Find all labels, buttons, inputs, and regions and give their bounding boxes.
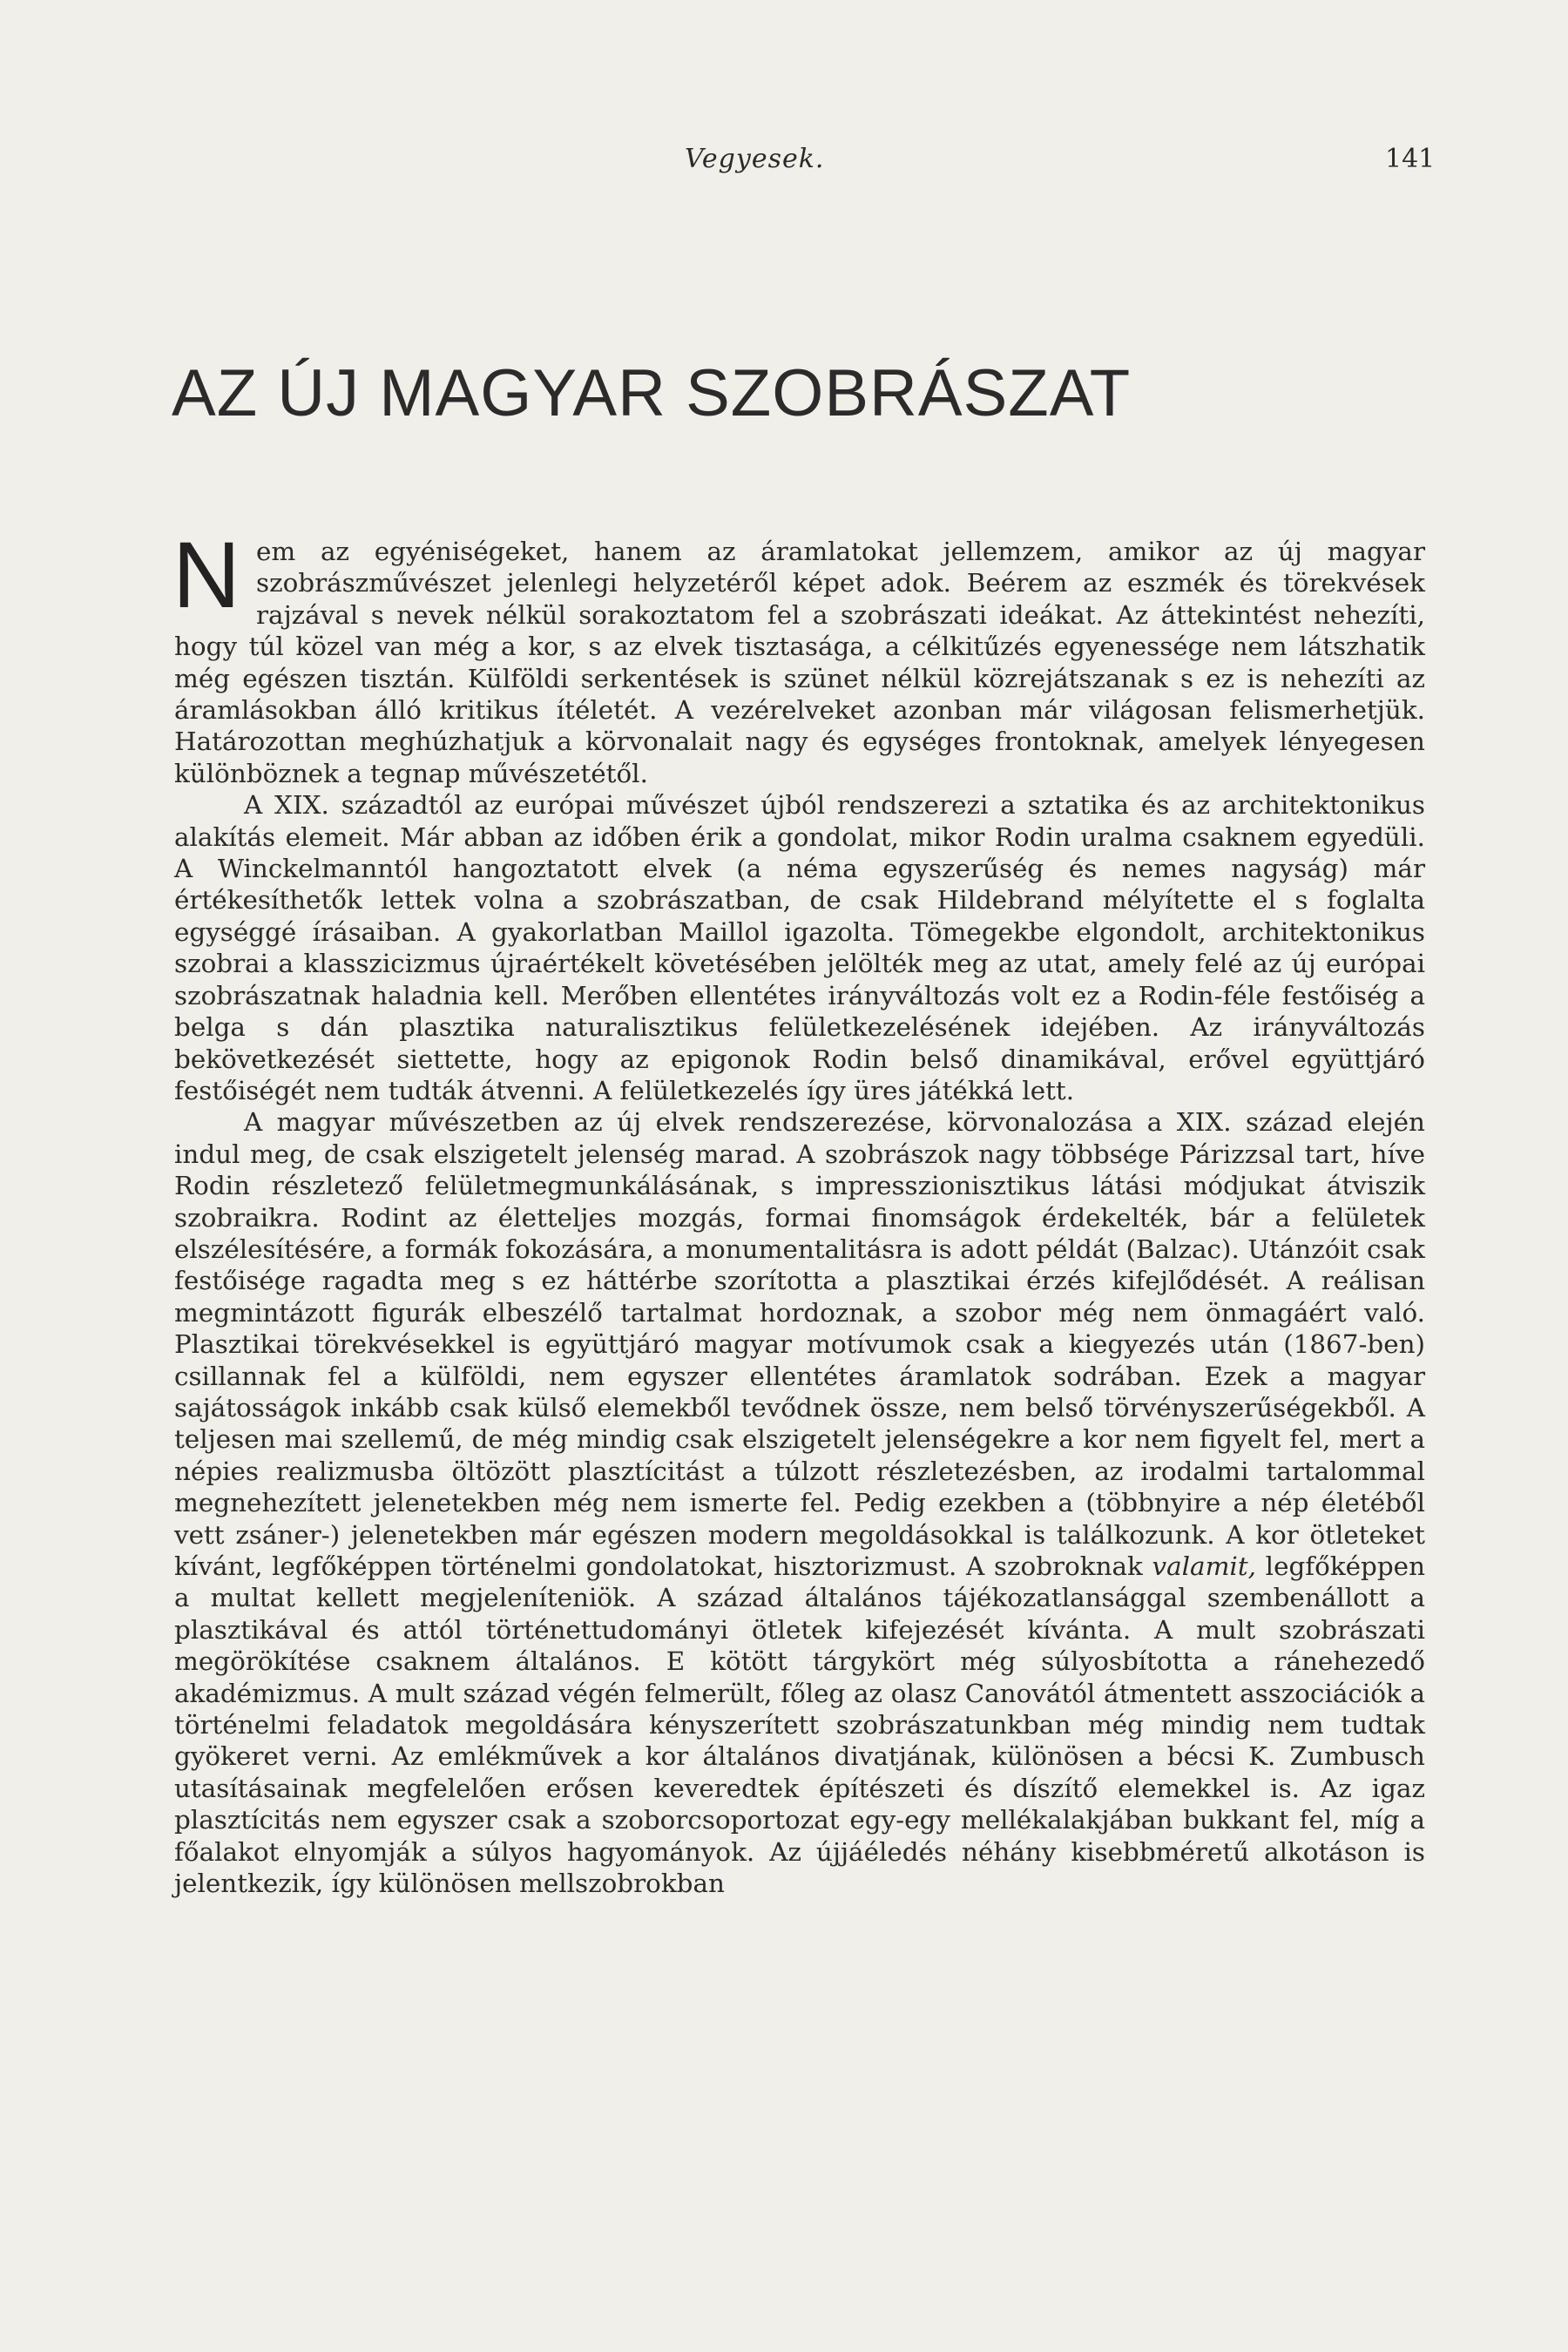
paragraph-1-text: em az egyéniségeket, hanem az áramlatokat jellemzem, amikor az új magyar szobrászművészet jelenlegi helyzetéről képet adok. Beérem az eszmék és törekvések rajzával s nevek nélkül sorakoztatom fel a szobrászati ideákat. Az áttekintést nehezíti, hogy túl közel van még a kor, s az elvek tisztasága, a célkitűzés egyenessége nem látszhatik még egészen tisztán. Külföldi serkentések is szünet nélkül közrejátszanak s ez is nehezíti az áramlásokban álló kritikus ítéletét. A vezérelveket azonban már világosan felismerhetjük. Határozottan meghúzhatjuk a körvonalait nagy és egységes frontoknak, amelyek lényegesen különböznek a tegnap művészetétől. xyxy=(174,537,1425,788)
paragraph-3 xyxy=(174,1106,1425,1899)
paragraph-1 xyxy=(172,522,1425,789)
drop-cap: N xyxy=(172,522,240,627)
paragraph-3-text-a: A magyar művészetben az új elvek rendszerezése, körvonalozása a XIX. század elején indul meg, de csak elszigetelt jelenség marad. A szobrászok nagy többsége Párizzsal tart, híve Rodin részletező felületmegmunkálásának, s impresszionisztikus látási módjukat átviszik szobraikra. Rodint az életteljes mozgás, formai finomságok érdekelték, bár a felületek elszélesítésére, a formák fokozására, a monumentalitásra is adott példát (Balzac). Utánzóit csak festőisége ragadta meg s ez háttérbe szorította a plasztikai érzés kifejlődését. A reálisan megmintázott figurák elbeszélő tartalmat hordoznak, a szobor még nem önmagáért való. Plasztikai törekvésekkel is együttjáró magyar motívumok csak a kiegyezés után (1867-ben) csillannak fel a külföldi, nem egyszer ellentétes áramlatok sodrában. Ezek a magyar sajátosságok inkább csak külső elemekből tevődnek össze, nem belső törvényszerűségekből. A teljesen mai szellemű, de még mindig csak elszigetelt jelenségekre a kor nem figyelt fel, mert a népies realizmusba öltözött plasztícitást a túlzott részletezésben, az irodalmi tartalommal megnehezített jelenetekben még nem ismerte fel. Pedig ezekben a (többnyire a nép életéből vett zsáner-) jelenetekben már egészen modern megoldásokkal is találkozunk. A kor ötleteket kívánt, legfőképpen történelmi gondolatokat, hisztorizmust. A szobroknak xyxy=(174,1107,1425,1581)
article-title: AZ ÚJ MAGYAR SZOBRÁSZAT xyxy=(172,356,1132,430)
paragraph-3-text-b: legfőképpen a multat kellett megjeleníteniök. A század általános tájékozatlansággal szembenállott a plasztikával és attól történettudományi ötletek kifejezését kívánta. A mult szobrászati megörökítése csaknem általános. E kötött tárgykört még súlyosbította a ránehezedő akadémizmus. A mult század végén felmerült, főleg az olasz Canovától átmentett asszociációk a történelmi feladatok megoldására kényszerített szobrászatunkban még mindig nem tudtak gyökeret verni. Az emlékművek a kor általános divatjának, különösen a bécsi K. Zumbusch utasításainak megfelelően erősen keveredtek építészeti és díszítő elemekkel is. Az igaz plasztícitás nem egyszer csak a szoborcsoportozat egy-egy mellékalakjában bukkant fel, míg a főalakot elnyomják a súlyos hagyományok. Az újjáéledés néhány kisebbméretű alkotáson is jelentkezik, így különösen mellszobrokban xyxy=(174,1551,1426,1899)
running-head xyxy=(0,144,1568,187)
article-body xyxy=(172,522,1426,1899)
paragraph-2: A XIX. századtól az európai művészet újból rendszerezi a sztatika és az architektonikus alakítás elemeit. Már abban az időben érik a gondolat, mikor Rodin uralma csaknem egyedüli. A Winckelmanntól hangoztatott elvek (a néma egyszerűség és nemes nagyság) már értékesíthetők lettek volna a szobrászatban, de csak Hildebrand mélyítette el s foglalta egységgé írásaiban. A gyakorlatban Maillol igazolta. Tömegekbe elgondolt, architektonikus szobrai a klasszicizmus újraértékelt követésében jelölték meg az utat, amely felé az új európai szobrászatnak haladnia kell. Merőben ellentétes irányváltozás volt ez a Rodin-féle festőiség a belga s dán plasztika naturalisztikus felületkezelésének idejében. Az irányváltozás bekövetkezését siettette, hogy az epigonok Rodin belső dinamikával, erővel együttjáró festőiségét nem tudták átvenni. A felületkezelés így üres játékká lett. xyxy=(174,790,1425,1105)
page-number: 141 xyxy=(1385,144,1436,174)
running-title: Vegyesek. xyxy=(685,144,825,174)
paragraph-3-emphasis: valamit, xyxy=(1152,1551,1256,1581)
